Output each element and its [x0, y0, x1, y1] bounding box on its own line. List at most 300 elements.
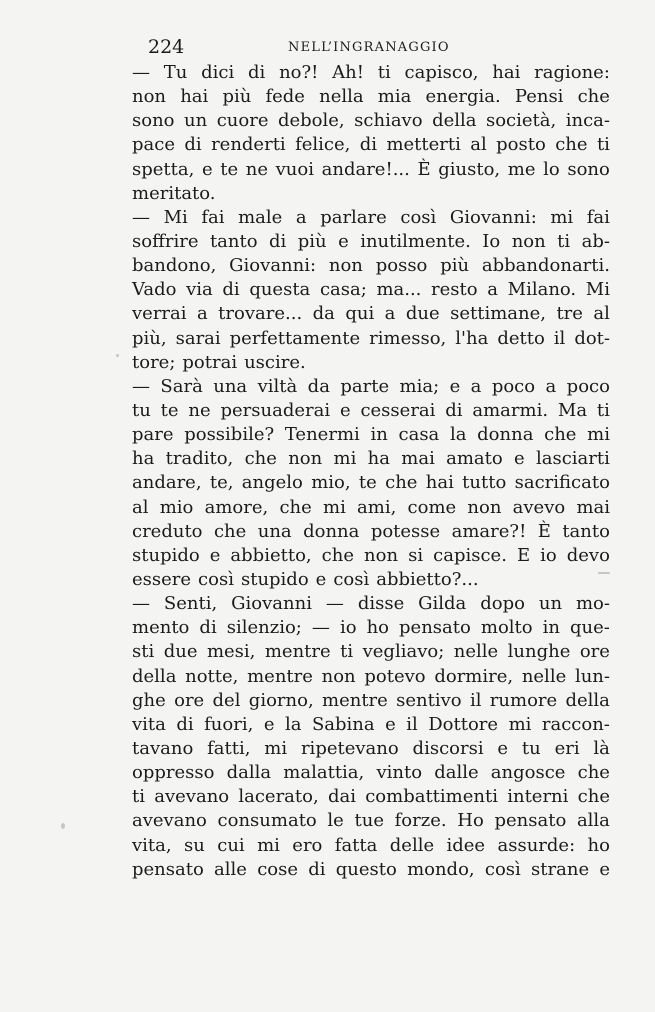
word: fatti,: [207, 737, 251, 759]
word: meritato.: [132, 182, 216, 204]
word: possibile?: [184, 424, 275, 446]
word: soffrire: [132, 230, 199, 252]
word: io: [540, 544, 557, 566]
word: che: [244, 448, 277, 470]
text-line: [132, 665, 610, 689]
word: Gilda: [418, 593, 467, 615]
word: lunghe: [507, 641, 571, 663]
word: ti: [340, 641, 354, 663]
word: È: [537, 520, 551, 542]
word: inutilmente.: [360, 230, 471, 252]
word: non: [288, 448, 323, 470]
word: interni: [507, 786, 569, 808]
word: ti: [377, 62, 391, 83]
word: rumore: [489, 689, 558, 711]
text-line: [132, 520, 610, 544]
word: e: [385, 713, 396, 735]
word: lasciarti: [535, 448, 610, 470]
word: che: [279, 496, 312, 518]
word: posso: [375, 255, 428, 277]
text-line: [132, 278, 610, 302]
word: viltà: [257, 375, 298, 397]
word: ho: [587, 834, 610, 856]
word: capisco,: [404, 62, 479, 83]
word: vinto: [376, 762, 423, 784]
word: cui: [217, 834, 245, 856]
word: fai: [586, 206, 610, 228]
word: mi: [323, 496, 346, 518]
word: abbietto?...: [376, 568, 479, 590]
word: che: [321, 544, 354, 566]
word: non: [467, 496, 502, 518]
word: pensato: [132, 858, 204, 880]
word: tu: [521, 737, 541, 759]
paper-speck: [598, 572, 610, 574]
word: più: [297, 230, 327, 252]
word: sono: [567, 158, 610, 180]
word: e: [263, 713, 275, 735]
word: discorsi: [412, 737, 484, 759]
text-line: [132, 834, 610, 858]
word: di: [359, 134, 378, 156]
word: inca-: [565, 110, 610, 132]
word: mi: [508, 713, 532, 735]
word: mi: [264, 737, 288, 759]
word: di: [248, 62, 266, 83]
word: e: [209, 544, 221, 566]
word: di: [176, 713, 194, 735]
word: che: [555, 134, 588, 156]
word: amore,: [204, 496, 269, 518]
word: e: [339, 399, 351, 421]
word: abbandonarti.: [481, 255, 610, 277]
word: settimane,: [450, 303, 546, 325]
word: mo-: [575, 593, 610, 615]
word: ore: [174, 689, 205, 711]
word: giorno,: [248, 689, 314, 711]
word: avevano: [132, 810, 207, 832]
word: raccon-: [541, 713, 610, 735]
word: la: [284, 713, 302, 735]
word: più,: [132, 327, 167, 349]
word: un: [184, 110, 208, 132]
text-line: [132, 302, 610, 326]
word: È: [417, 158, 431, 180]
word: ha: [367, 448, 390, 470]
word: combattimenti: [365, 786, 498, 808]
word: Pensi: [514, 86, 564, 108]
word: non: [132, 86, 167, 108]
word: così: [484, 858, 521, 880]
word: ti: [132, 786, 145, 808]
word: che: [577, 86, 610, 108]
text-line: [132, 737, 610, 761]
word: avevo: [512, 496, 566, 518]
word: due: [405, 303, 440, 325]
word: poco: [491, 375, 536, 397]
word: del: [212, 689, 241, 711]
body-text: [132, 61, 610, 882]
word: dopo: [480, 593, 525, 615]
word: si: [408, 544, 424, 566]
word: posto: [496, 134, 546, 156]
word: di: [269, 230, 287, 252]
word: tradito,: [165, 448, 234, 470]
text-line: [132, 85, 610, 109]
word: idee: [446, 834, 486, 856]
word: amato: [446, 448, 503, 470]
word: Giovanni:: [449, 206, 537, 228]
text-line: [132, 616, 610, 640]
word: vuoi: [275, 158, 314, 180]
word: Ah!: [332, 62, 364, 83]
word: e: [449, 375, 461, 397]
word: Milano.: [507, 279, 577, 301]
word: Mi: [585, 279, 610, 301]
word: silenzio;: [226, 617, 302, 639]
word: sti: [132, 641, 155, 663]
word: questo: [335, 858, 397, 880]
word: bandono,: [132, 255, 217, 277]
word: resto: [431, 279, 478, 301]
word: ami,: [357, 496, 397, 518]
word: tanto: [209, 230, 258, 252]
text-line: [132, 133, 610, 157]
word: pace: [132, 134, 175, 156]
word: tu: [132, 399, 151, 421]
word: dai: [327, 786, 356, 808]
word: renderti: [211, 134, 286, 156]
word: Senti,: [163, 593, 218, 615]
text-line: [132, 423, 610, 447]
word: hai: [425, 472, 454, 494]
word: e: [338, 230, 349, 252]
word: te: [160, 399, 179, 421]
word: mai: [401, 448, 435, 470]
word: —: [132, 62, 150, 83]
word: parte: [340, 375, 390, 397]
word: forze.: [394, 810, 447, 832]
word: tavano: [132, 737, 194, 759]
word: la: [449, 424, 467, 446]
word: tre: [556, 303, 583, 325]
word: sentivo: [396, 689, 462, 711]
word: un: [538, 593, 563, 615]
word: fatta: [334, 834, 378, 856]
word: Ma: [557, 399, 588, 421]
word: molto: [480, 617, 533, 639]
word: pare: [132, 424, 174, 446]
word: angosce: [490, 762, 566, 784]
word: verrai: [132, 303, 187, 325]
word: ne: [245, 158, 269, 180]
text-line: [132, 809, 610, 833]
word: hai: [492, 62, 521, 83]
word: mento: [132, 617, 190, 639]
word: lacerato,: [238, 786, 319, 808]
word: in: [542, 617, 560, 639]
word: pensato: [399, 617, 471, 639]
word: della: [565, 689, 610, 711]
word: —: [311, 617, 330, 639]
text-line: [132, 109, 610, 133]
page-number: 224: [148, 36, 185, 58]
word: que-: [570, 617, 610, 639]
text-line: [132, 496, 610, 520]
word: stupido: [132, 544, 200, 566]
word: qui: [345, 303, 375, 325]
word: spetta,: [132, 158, 195, 180]
word: potesse: [370, 520, 441, 542]
word: perfettamente: [229, 327, 361, 349]
word: uscire.: [244, 351, 306, 373]
word: a: [487, 279, 498, 301]
word: ragione:: [534, 62, 610, 83]
word: male: [238, 206, 283, 228]
word: trovare...: [218, 303, 303, 325]
word: il: [553, 327, 566, 349]
word: amarmi.: [472, 399, 549, 421]
paper-speck: [61, 823, 65, 829]
word: che: [213, 520, 247, 542]
word: là: [593, 737, 610, 759]
word: fede: [265, 86, 305, 108]
word: dot-: [574, 327, 610, 349]
text-line: [132, 592, 610, 616]
word: te: [220, 158, 239, 180]
word: malattia,: [283, 762, 365, 784]
word: a: [295, 206, 307, 228]
text-line: [132, 351, 610, 375]
word: casa: [398, 424, 440, 446]
text-line: [132, 399, 610, 423]
word: nella: [319, 86, 364, 108]
word: da: [312, 303, 335, 325]
word: giusto,: [438, 158, 501, 180]
word: sacrificato: [514, 472, 610, 494]
text-line: [132, 254, 610, 278]
word: mio,: [311, 472, 351, 494]
word: cuore: [216, 110, 269, 132]
word: poco: [566, 375, 610, 397]
word: di: [184, 134, 202, 156]
word: donna: [477, 424, 534, 446]
word: dormire,: [434, 665, 514, 687]
word: mi: [257, 834, 280, 856]
word: più: [440, 255, 470, 277]
word: dalla: [226, 762, 272, 784]
word: essere: [132, 568, 192, 590]
word: mentre: [322, 689, 388, 711]
word: ti: [596, 399, 610, 421]
word: Giovanni: [231, 593, 312, 615]
word: mondo,: [407, 858, 475, 880]
word: —: [132, 206, 150, 228]
text-line: [132, 230, 610, 254]
word: notte,: [185, 665, 239, 687]
word: angelo: [241, 472, 303, 494]
word: parlare: [320, 206, 387, 228]
word: sarai: [175, 327, 221, 349]
word: eri: [554, 737, 580, 759]
text-line: [132, 158, 610, 182]
word: e: [599, 858, 610, 880]
word: Sarà: [160, 375, 203, 397]
word: te: [358, 472, 377, 494]
word: di: [199, 617, 217, 639]
word: di: [308, 858, 326, 880]
word: potrai: [182, 351, 238, 373]
word: mio: [159, 496, 194, 518]
text-line: [132, 858, 610, 882]
word: a: [196, 303, 208, 325]
text-line: [132, 785, 610, 809]
word: vita: [132, 713, 166, 735]
word: devo: [566, 544, 610, 566]
word: delle: [389, 834, 435, 856]
word: come: [407, 496, 457, 518]
word: sono: [132, 110, 175, 132]
word: tutto: [462, 472, 507, 494]
word: non: [328, 255, 363, 277]
word: nelle: [453, 641, 499, 663]
word: capisce.: [433, 544, 507, 566]
word: me: [507, 158, 536, 180]
word: ore: [579, 641, 610, 663]
word: e: [315, 568, 327, 590]
word: io: [339, 617, 357, 639]
word: Sabina: [311, 713, 375, 735]
word: lun-: [574, 665, 610, 687]
text-line: [132, 568, 610, 592]
word: Io: [482, 230, 501, 252]
word: tore;: [132, 351, 176, 373]
word: strane: [531, 858, 590, 880]
running-title: NELL’INGRANAGGIO: [288, 40, 450, 55]
text-line: [132, 761, 610, 785]
word: energia.: [425, 86, 501, 108]
word: da: [307, 375, 330, 397]
word: cesserai: [360, 399, 436, 421]
word: mi: [587, 424, 610, 446]
word: mesi,: [206, 641, 256, 663]
word: di: [222, 279, 240, 301]
running-head: [148, 36, 608, 60]
word: —: [132, 375, 150, 397]
word: alle: [214, 858, 247, 880]
word: fai: [201, 206, 225, 228]
word: al: [593, 303, 610, 325]
word: non: [321, 665, 356, 687]
word: più: [222, 86, 252, 108]
word: cose: [257, 858, 298, 880]
word: vegliavo;: [362, 641, 445, 663]
word: no?!: [279, 62, 319, 83]
text-line: [132, 640, 610, 664]
word: a: [470, 375, 482, 397]
text-line: [132, 447, 610, 471]
word: l'ha: [455, 327, 489, 349]
word: le: [327, 810, 344, 832]
word: ho: [366, 617, 389, 639]
word: andare!...: [321, 158, 410, 180]
word: mentre: [264, 641, 331, 663]
text-line: [132, 471, 610, 495]
word: creduto: [132, 520, 203, 542]
word: fuori,: [204, 713, 254, 735]
word: a: [545, 375, 557, 397]
word: vita,: [132, 834, 172, 856]
word: mai: [576, 496, 610, 518]
word: oppresso: [132, 762, 215, 784]
word: il: [406, 713, 418, 735]
word: una: [213, 375, 248, 397]
word: casa;: [319, 279, 367, 301]
word: felice,: [295, 134, 351, 156]
word: che: [385, 472, 418, 494]
text-line: [132, 182, 610, 206]
word: persuaderai: [220, 399, 331, 421]
word: mia;: [399, 375, 440, 397]
word: Vado: [132, 279, 177, 301]
word: hai: [180, 86, 209, 108]
word: ghe: [132, 689, 166, 711]
text-line: [132, 713, 610, 737]
word: —: [132, 593, 150, 615]
word: donna: [303, 520, 360, 542]
text-line: [132, 61, 610, 85]
paper-speck: [116, 354, 119, 357]
word: alla: [576, 810, 610, 832]
word: ripetevano: [300, 737, 399, 759]
word: mentre: [247, 665, 313, 687]
word: in: [370, 424, 388, 446]
word: dalle: [434, 762, 479, 784]
word: tanto: [562, 520, 610, 542]
word: ti: [596, 134, 610, 156]
word: avevano: [154, 786, 230, 808]
word: abbietto,: [230, 544, 312, 566]
word: ti: [557, 230, 571, 252]
word: e: [514, 448, 525, 470]
word: via: [186, 279, 213, 301]
word: di: [445, 399, 463, 421]
word: a: [384, 303, 396, 325]
word: E: [516, 544, 531, 566]
word: e: [201, 158, 213, 180]
word: su: [184, 834, 205, 856]
word: Mi: [163, 206, 188, 228]
word: schiavo: [354, 110, 423, 132]
word: disse: [357, 593, 405, 615]
word: della: [132, 665, 177, 687]
word: al: [470, 134, 487, 156]
word: non: [511, 230, 546, 252]
word: una: [257, 520, 292, 542]
word: della: [432, 110, 477, 132]
word: e: [497, 737, 509, 759]
word: Ho: [457, 810, 484, 832]
word: due: [163, 641, 198, 663]
word: al: [132, 496, 149, 518]
word: pensato: [494, 810, 567, 832]
word: mi: [333, 448, 357, 470]
word: Tenermi: [284, 424, 360, 446]
word: assurde:: [497, 834, 576, 856]
word: dici: [201, 62, 235, 83]
word: il: [469, 689, 482, 711]
word: ma...: [376, 279, 422, 301]
